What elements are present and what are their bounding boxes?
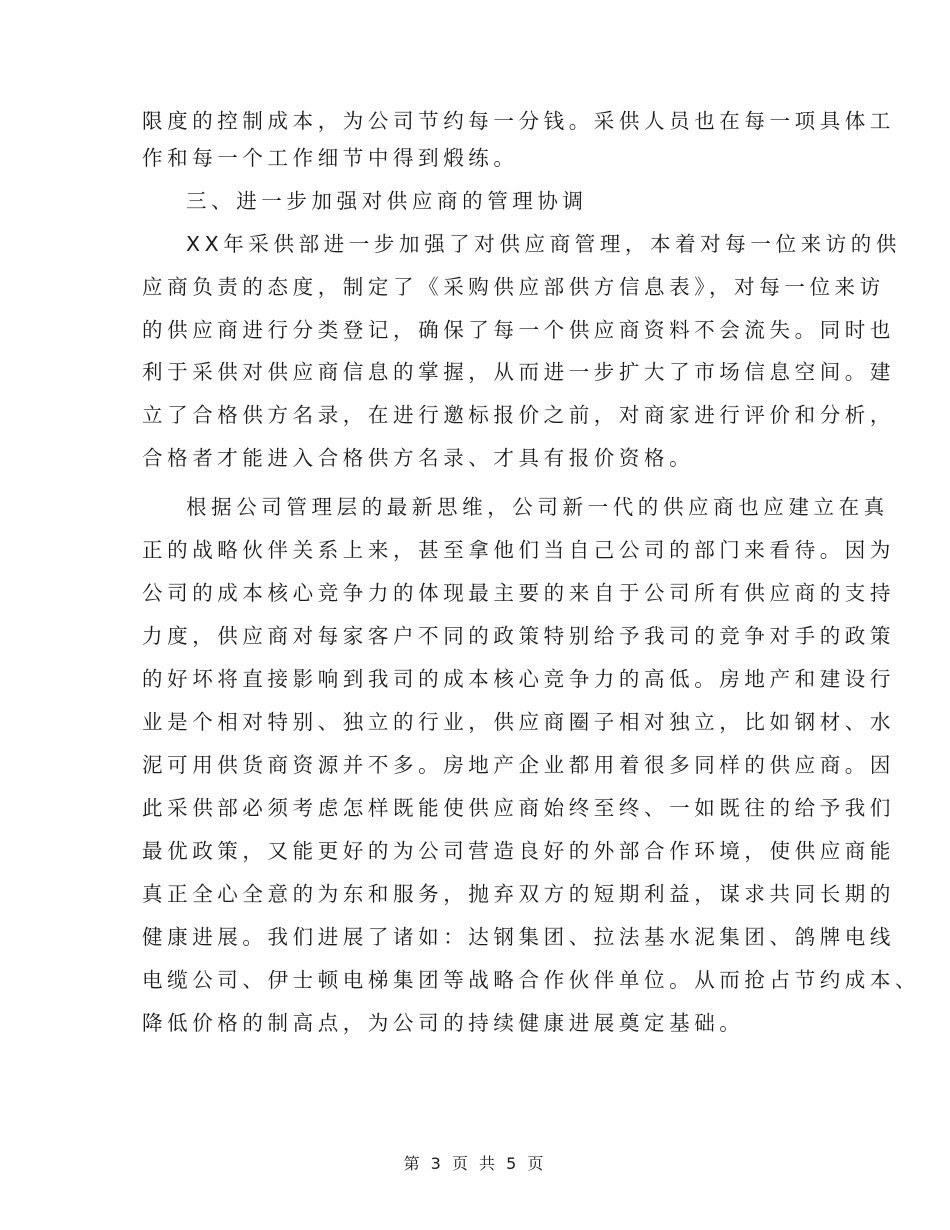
- body-text-line: 公司的成本核心竞争力的体现最主要的来自于公司所有供应商的支持: [142, 581, 895, 605]
- body-text-line: 的供应商进行分类登记，确保了每一个供应商资料不会流失。同时也: [142, 318, 895, 342]
- body-text-line: 利于采供对供应商信息的掌握，从而进一步扩大了市场信息空间。建: [142, 360, 895, 384]
- body-text-line: 泥可用供货商资源并不多。房地产企业都用着很多同样的供应商。因: [142, 753, 895, 777]
- body-text-line: 作和每一个工作细节中得到煅练。: [142, 146, 519, 170]
- body-text-line: 真正全心全意的为东和服务，抛弃双方的短期利益，谋求共同长期的: [142, 882, 895, 906]
- body-text-line: 业是个相对特别、独立的行业，供应商圈子相对独立，比如钢材、水: [142, 710, 895, 734]
- section-heading: 三、进一步加强对供应商的管理协调: [186, 189, 588, 213]
- body-text-line: 立了合格供方名录，在进行邀标报价之前，对商家进行评价和分析，: [142, 403, 895, 427]
- body-text-line: 最优政策，又能更好的为公司营造良好的外部合作环境，使供应商能: [142, 839, 895, 863]
- body-text-line: 电缆公司、伊士顿电梯集团等战略合作伙伴单位。从而抢占节约成本、: [142, 968, 921, 992]
- body-text-line: 健康进展。我们进展了诸如：达钢集团、拉法基水泥集团、鸽牌电线: [142, 925, 895, 949]
- body-text-line: 合格者才能进入合格供方名录、才具有报价资格。: [142, 446, 695, 470]
- body-text-line: 根据公司管理层的最新思维，公司新一代的供应商也应建立在真: [186, 495, 889, 519]
- body-text-line: 正的战略伙伴关系上来，甚至拿他们当自己公司的部门来看待。因为: [142, 538, 895, 562]
- body-text-line: XX年采供部进一步加强了对供应商管理，本着对每一位来访的供: [186, 232, 901, 256]
- body-text-line: 应商负责的态度，制定了《采购供应部供方信息表》，对每一位来访: [142, 275, 885, 299]
- body-text-line: 限度的控制成本，为公司节约每一分钱。采供人员也在每一项具体工: [142, 109, 895, 133]
- body-text-line: 降低价格的制高点，为公司的持续健康进展奠定基础。: [142, 1011, 745, 1035]
- body-text-line: 力度，供应商对每家客户不同的政策特别给予我司的竞争对手的政策: [142, 624, 895, 648]
- body-text-line: 此采供部必须考虑怎样既能使供应商始终至终、一如既往的给予我们: [142, 796, 895, 820]
- body-text-line: 的好坏将直接影响到我司的成本核心竞争力的高低。房地产和建设行: [142, 667, 895, 691]
- page-number: 第 3 页 共 5 页: [403, 1154, 547, 1173]
